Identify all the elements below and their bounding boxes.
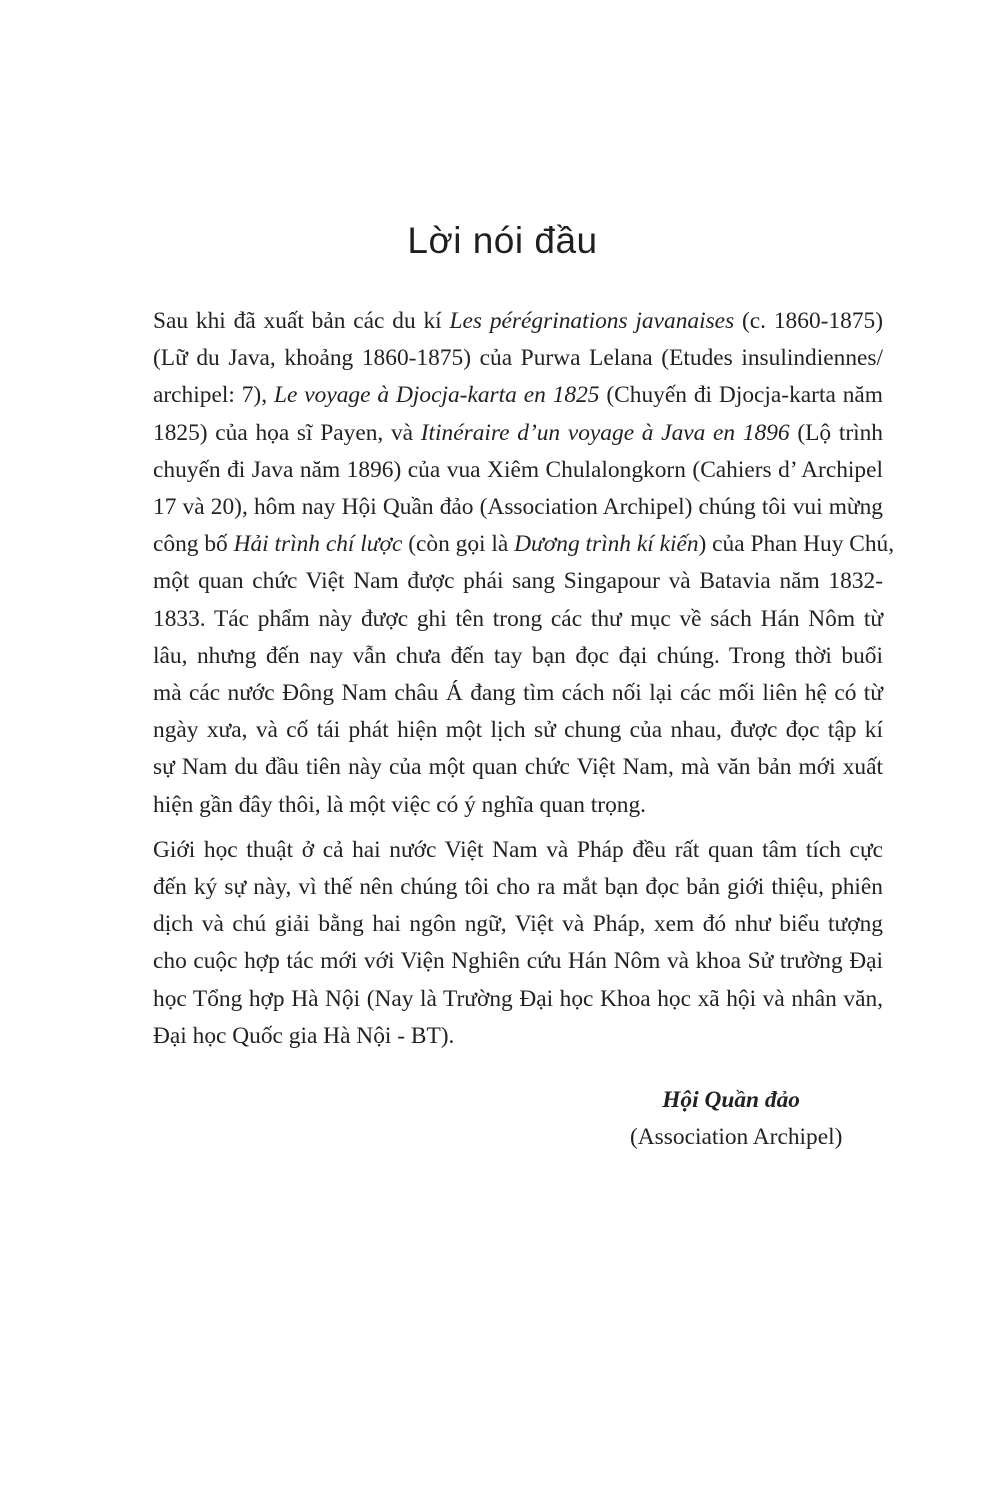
text-segment: Sau khi đã xuất bản các du kí [153,308,450,334]
text-line [153,377,883,414]
signature-name: Hội Quần đảo [662,1087,800,1113]
text-line [153,526,895,563]
text-line: mà các nước Đông Nam châu Á đang tìm cách nối lại các mối liên hệ có từ [153,680,883,707]
text-line: 1833. Tác phẩm này được ghi tên trong các thư mục về sách Hán Nôm từ [153,605,883,632]
text-segment: (còn gọi là [402,531,515,558]
paragraph-2 [153,832,883,1055]
text-line: 17 và 20), hôm nay Hội Quần đảo (Association Archipel) chúng tôi vui mừng [153,494,883,521]
text-segment: (Lộ trình [789,419,883,446]
text-line: đến ký sự này, vì thế nên chúng tôi cho ra mắt bạn đọc bản giới thiệu, phiên [153,874,883,901]
page-title: Lời nói đầu [407,220,598,261]
book-title-italic: Hải trình chí lược [233,531,403,558]
text-line: hiện gần đây thôi, là một việc có ý nghĩa quan trọng. [153,791,647,818]
text-line: học Tổng hợp Hà Nội (Nay là Trường Đại học Khoa học xã hội và nhân văn, [153,985,883,1012]
text-line: một quan chức Việt Nam được phái sang Singapour và Batavia năm 1832- [153,568,883,595]
text-segment: 1825) của họa sĩ Payen, và [153,419,421,446]
preface-body [153,303,895,1055]
signature-block [560,1082,843,1150]
text-line [153,415,883,452]
book-title-italic: Dương trình kí kiến [514,531,699,558]
text-segment: (c. 1860-1875) [734,308,884,334]
text-line: dịch và chú giải bằng hai ngôn ngữ, Việt và Pháp, xem đó như biểu tượng [153,911,883,938]
text-line: ngày xưa, và cố tái phát hiện một lịch sử chung của nhau, được đọc tập kí [153,717,883,744]
signature-organization: (Association Archipel) [630,1124,843,1150]
book-title-italic: Le voyage à Djocja-karta en 1825 [273,382,600,409]
text-line: (Lữ du Java, khoảng 1860-1875) của Purwa Lelana (Etudes insulindiennes/ [153,345,883,372]
text-line: sự Nam du đầu tiên này của một quan chức Việt Nam, mà văn bản mới xuất [153,754,883,781]
text-segment: archipel: 7), [153,382,274,409]
paragraph-1 [153,303,895,824]
text-segment: ) của Phan Huy Chú, [698,531,895,558]
text-line: cho cuộc hợp tác mới với Viện Nghiên cứu Hán Nôm và khoa Sử trường Đại [153,948,883,975]
text-line [153,303,883,340]
book-title-italic: Les pérégrinations javanaises [449,308,735,334]
text-line: Giới học thuật ở cả hai nước Việt Nam và Pháp đều rất quan tâm tích cực [153,836,883,863]
text-line: chuyến đi Java năm 1896) của vua Xiêm Chulalongkorn (Cahiers d’ Archipel [153,456,883,483]
text-segment: công bố [153,531,234,558]
text-segment: (Chuyến đi Djocja-karta năm [599,382,883,409]
text-line: Đại học Quốc gia Hà Nội - BT). [153,1022,455,1049]
book-title-italic: Itinéraire d’un voyage à Java en 1896 [420,419,790,446]
text-line: lâu, nhưng đến nay vẫn chưa đến tay bạn đọc đại chúng. Trong thời buổi [153,642,883,669]
